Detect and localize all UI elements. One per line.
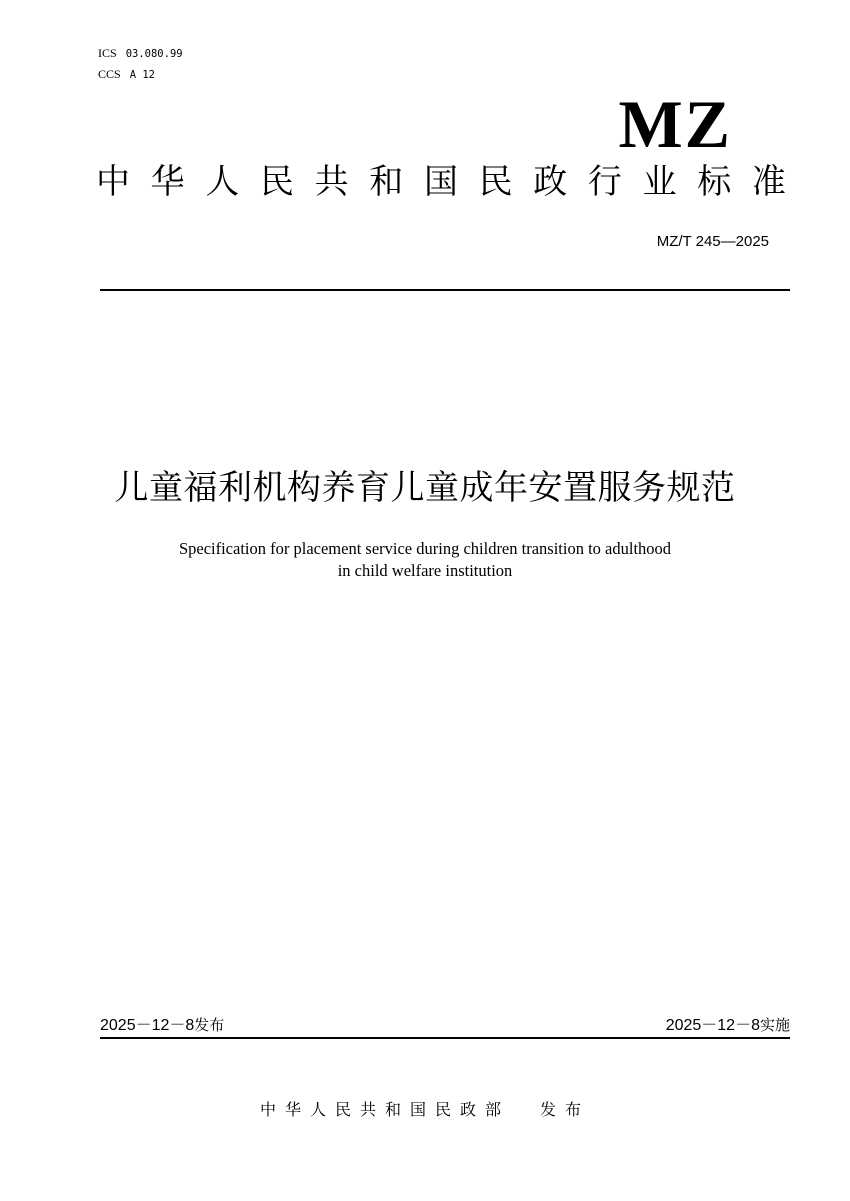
org-title-char: 政 <box>533 162 568 202</box>
ics-code: 03.080.99 <box>125 48 183 60</box>
implement-date <box>666 1015 790 1036</box>
org-title-char: 准 <box>751 162 786 202</box>
footer-divider <box>100 1037 790 1039</box>
org-title-char: 中 <box>96 162 130 202</box>
org-title-char: 共 <box>314 162 349 202</box>
publish-date-suffix: 发布 <box>194 1016 225 1034</box>
org-title-char: 民 <box>478 162 513 202</box>
document-subtitle-en <box>0 538 850 582</box>
org-title-char: 行 <box>587 162 622 202</box>
org-title <box>96 162 786 202</box>
ccs-line <box>98 64 183 85</box>
org-title-char: 国 <box>423 162 458 202</box>
org-title-char: 标 <box>697 162 732 202</box>
standard-number: MZ/T 245—2025 <box>656 233 769 250</box>
mz-logo: MZ <box>618 86 732 162</box>
issuer-line <box>0 1099 850 1121</box>
org-title-char: 和 <box>369 162 404 202</box>
publish-date-value: 2025－12－8 <box>100 1017 195 1034</box>
ics-label: ICS <box>98 46 117 60</box>
org-title-char: 业 <box>642 162 677 202</box>
subtitle-line-2: in child welfare institution <box>337 561 513 580</box>
issuer-name: 中华人民共和国民政部 <box>259 1100 510 1119</box>
ccs-label: CCS <box>98 67 121 81</box>
classification-codes <box>98 43 183 85</box>
publish-date <box>100 1015 224 1036</box>
issuer-action: 发布 <box>540 1100 591 1119</box>
ccs-code: A 12 <box>129 69 155 81</box>
subtitle-line-1: Specification for placement service during children transition to adulthood <box>178 539 672 558</box>
document-title: 儿童福利机构养育儿童成年安置服务规范 <box>114 468 736 508</box>
ics-line <box>98 43 183 64</box>
implement-date-suffix: 实施 <box>759 1016 790 1034</box>
implement-date-value: 2025－12－8 <box>665 1017 760 1034</box>
org-title-char: 华 <box>150 162 185 202</box>
header-divider <box>100 289 790 291</box>
org-title-char: 人 <box>205 162 240 202</box>
org-title-char: 民 <box>259 162 294 202</box>
